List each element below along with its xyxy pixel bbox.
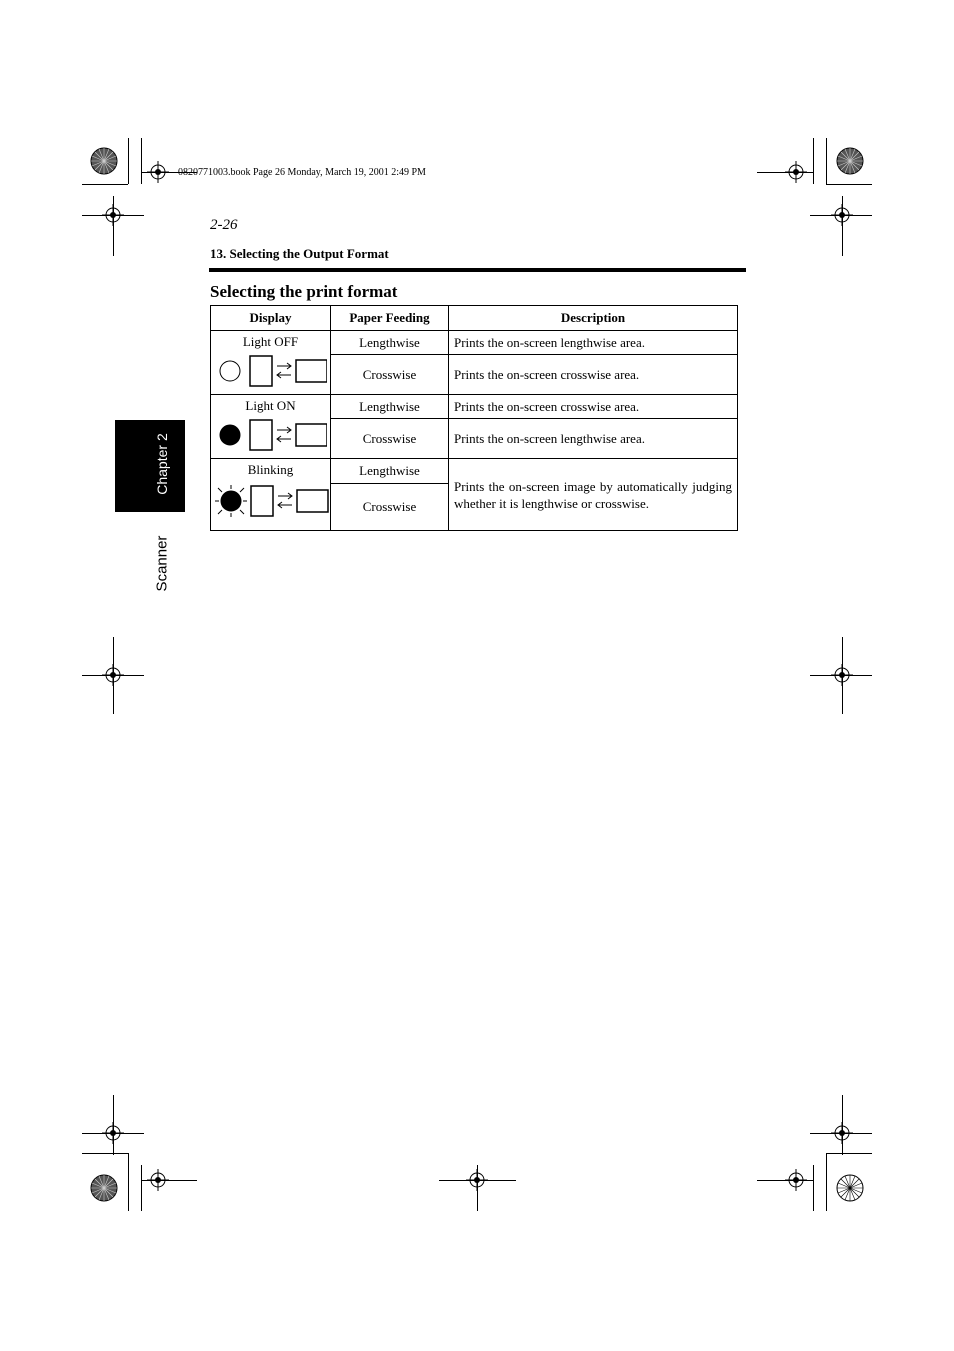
display-cell (211, 459, 331, 531)
swap-arrows-icon (278, 493, 292, 508)
registration-target-icon (102, 1122, 124, 1144)
display-cell (211, 395, 331, 459)
registration-target-icon (102, 664, 124, 686)
color-wheel-icon (90, 1174, 118, 1202)
chapter-label: Chapter 2 (154, 433, 170, 495)
column-header-display: Display (211, 306, 331, 331)
light-off-icon (215, 354, 327, 388)
section-side-label: Scanner (153, 535, 171, 592)
description-cell: Prints the on-screen crosswise area. (449, 355, 738, 395)
table-row (211, 459, 738, 484)
registration-target-icon (466, 1169, 488, 1191)
paper-feeding-cell: Lengthwise (331, 395, 449, 419)
page-number: 2-26 (210, 217, 238, 233)
swap-arrows-icon (277, 363, 291, 378)
paper-feeding-cell: Crosswise (331, 419, 449, 459)
description-cell: Prints the on-screen crosswise area. (449, 395, 738, 419)
registration-target-icon (831, 204, 853, 226)
description-cell: Prints the on-screen lengthwise area. (449, 331, 738, 355)
chapter-tab (115, 420, 185, 512)
display-label: Light ON (245, 398, 296, 413)
registration-target-icon (147, 161, 169, 183)
registration-target-icon (147, 1169, 169, 1191)
paper-feeding-cell: Lengthwise (331, 331, 449, 355)
paper-feeding-cell: Crosswise (331, 484, 449, 531)
light-on-icon (215, 418, 327, 452)
table-row (211, 331, 738, 355)
column-header-paper-feeding: Paper Feeding (331, 306, 449, 331)
display-label: Blinking (247, 462, 294, 477)
paper-feeding-cell: Crosswise (331, 355, 449, 395)
section-rule (209, 268, 746, 272)
page-heading: Selecting the print format (210, 282, 398, 301)
book-info: 0820771003.book Page 26 Monday, March 19, 2001 2:49 PM (178, 167, 426, 178)
column-header-description: Description (449, 306, 738, 331)
swap-arrows-icon (277, 427, 291, 442)
print-format-table (210, 305, 738, 531)
description-cell: Prints the on-screen image by automatically judging whether it is lengthwise or crosswise. (449, 459, 738, 531)
light-blinking-icon (213, 482, 329, 520)
color-wheel-icon (836, 147, 864, 175)
color-wheel-icon (90, 147, 118, 175)
registration-target-icon (785, 1169, 807, 1191)
registration-target-icon (831, 664, 853, 686)
description-cell: Prints the on-screen lengthwise area. (449, 419, 738, 459)
display-cell (211, 331, 331, 395)
registration-target-icon (831, 1122, 853, 1144)
registration-target-icon (102, 204, 124, 226)
section-title: 13. Selecting the Output Format (210, 246, 389, 261)
display-label: Light OFF (242, 334, 299, 349)
table-row (211, 395, 738, 419)
color-wheel-icon (836, 1174, 864, 1202)
paper-feeding-cell: Lengthwise (331, 459, 449, 484)
registration-target-icon (785, 161, 807, 183)
table-header-row (211, 306, 738, 331)
